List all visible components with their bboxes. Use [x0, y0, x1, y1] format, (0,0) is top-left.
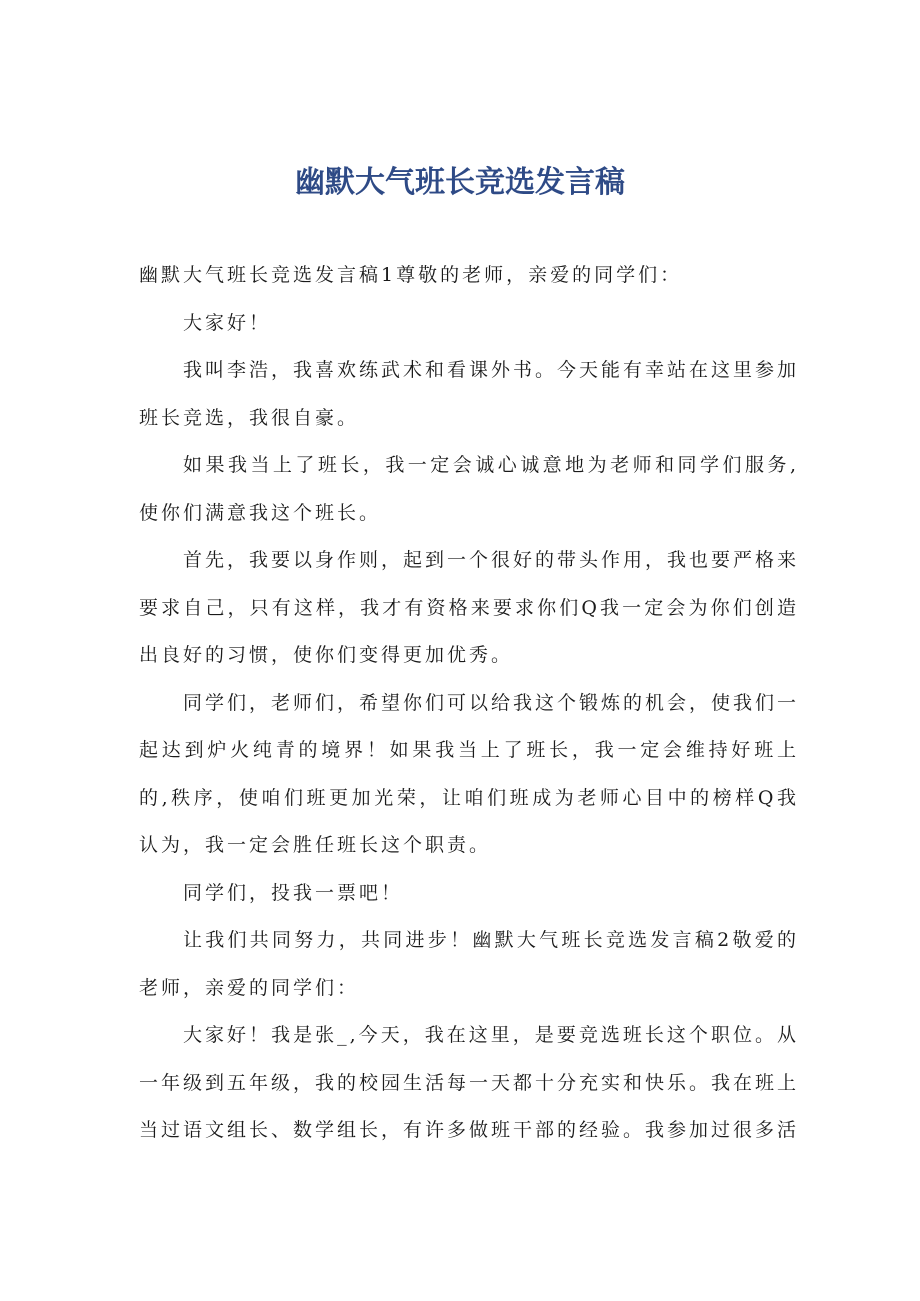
paragraph: 我叫李浩，我喜欢练武术和看课外书。今天能有幸站在这里参加班长竞选，我很自豪。: [139, 359, 800, 429]
paragraph: 同学们，老师们，希望你们可以给我这个锻炼的机会，使我们一起达到炉火纯青的境界！如果我当上了班长，我一定会维持好班上的,秩序，使咱们班更加光荣，让咱们班成为老师心目中的榜样Q我认为，我一定会胜任班长这个职责。: [139, 691, 800, 856]
paragraph: 大家好！我是张_,今天，我在这里，是要竞选班长这个职位。从一年级到五年级，我的校园生活每一天都十分充实和快乐。我在班上当过语文组长、数学组长，有许多做班干部的经验。我参加过很多活: [139, 1024, 800, 1141]
paragraph: 大家好！: [183, 311, 272, 334]
paragraph: 让我们共同努力，共同进步！幽默大气班长竞选发言稿2敬爱的老师，亲爱的同学们：: [139, 929, 799, 999]
paragraph: 同学们，投我一票吧！: [183, 881, 404, 904]
document-body: [139, 252, 799, 1155]
paragraph: 如果我当上了班长，我一定会诚心诚意地为老师和同学们服务,使你们满意我这个班长。: [139, 454, 799, 524]
document-title: 幽默大气班长竞选发言稿: [295, 165, 625, 200]
paragraph: 幽默大气班长竞选发言稿1尊敬的老师，亲爱的同学们：: [139, 264, 683, 286]
paragraph: 首先，我要以身作则，起到一个很好的带头作用，我也要严格来要求自己，只有这样，我才有资格来要求你们Q我一定会为你们创造出良好的习惯，使你们变得更加优秀。: [139, 549, 800, 666]
